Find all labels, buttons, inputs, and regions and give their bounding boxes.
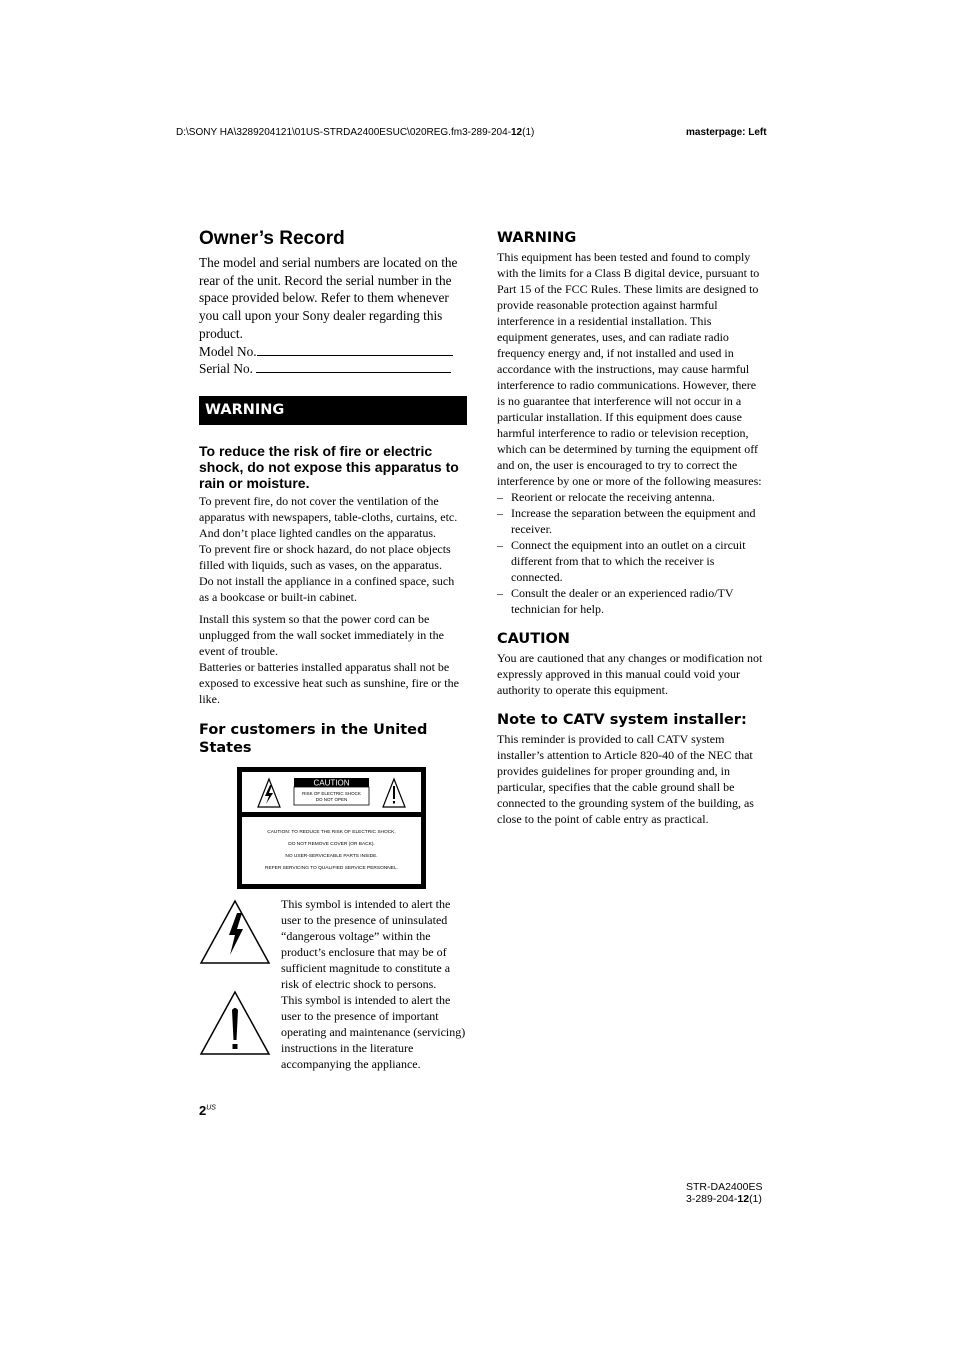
exclamation-symbol-row (199, 992, 467, 1072)
fcc-warning-body: This equipment has been tested and found to comply with the limits for a Class B digital device, pursuant to Part 15 of the FCC Rules. These limits are designed to provide reasonable protection against harmful interference in a residential installation. This equipment generates, uses, and can radiate radio frequency energy and, if not installed and used in accordance with the instructions, may cause harmful interference to radio communications. However, there is no guarantee that interference will not occur in a particular installation. If this equipment does cause harmful interference to radio or television reception, which can be determined by turning the equipment off and on, the user is encouraged to try to correct the interference by one or more of the following measures: (497, 250, 762, 488)
list-item: – Consult the dealer or an experienced radio/TV technician for help. (497, 585, 765, 617)
file-path-header: D:\SONY HA\3289204121\01US-STRDA2400ESUC\020REG.fm3-289-204-12(1) (176, 127, 535, 138)
exclamation-triangle-icon (199, 990, 271, 1056)
warning-bar: WARNING (199, 396, 467, 425)
paragraph-liquids: To prevent fire or shock hazard, do not place objects filled with liquids, such as vases, on the apparatus. (199, 541, 451, 572)
list-item: – Increase the separation between the equipment and receiver. (497, 505, 765, 537)
catv-body: This reminder is provided to call CATV system installer’s attention to Article 820-40 of the NEC that provides guidelines for proper grounding and, in particular, specifies that the cable ground shall be connected to the grounding system of the building, as close to the point of cable entry as practical. (497, 732, 754, 826)
exclamation-symbol-text: This symbol is intended to alert the user to the presence of important operating and maintenance (servicing) instructions in the literature accompanying the appliance. (281, 992, 466, 1071)
risk-heading: To reduce the risk of fire or electric shock, do not expose this apparatus to rain or moisture. (199, 442, 459, 491)
caution-label-risk: RISK OF ELECTRIC SHOCK (302, 790, 361, 796)
paragraph-power-cord: Install this system so that the power cord can be unplugged from the wall socket immediately in the event of trouble. (199, 611, 444, 658)
footer-model-code (686, 1181, 762, 1205)
caution-label-image (237, 767, 426, 889)
us-customers-heading: For customers in the United States (199, 721, 428, 756)
list-item: – Connect the equipment into an outlet on a circuit different from that to which the receiver is connected. (497, 537, 765, 585)
serial-no-blank (256, 360, 451, 373)
caution-label-line-2: DO NOT REMOVE COVER (OR BACK). (288, 841, 375, 847)
caution-label-line-4: REFER SERVICING TO QUALIFIED SERVICE PERSONNEL. (265, 865, 398, 871)
owners-record-body: The model and serial numbers are located on the rear of the unit. Record the serial number in the space provided below. Refer to them whenever you call upon your Sony dealer regarding this product. (199, 255, 458, 341)
measures-list (497, 489, 765, 617)
footer-model: STR-DA2400ES (686, 1181, 763, 1193)
caution-label-title: CAUTION (313, 778, 350, 788)
caution-label-line-1: CAUTION: TO REDUCE THE RISK OF ELECTRIC SHOCK, (267, 829, 396, 835)
serial-no-label: Serial No. (199, 361, 253, 377)
right-column (497, 229, 765, 827)
caution-body: You are cautioned that any changes or modification not expressly approved in this manual could void your authority to operate this equipment. (497, 651, 763, 697)
paragraph-confined-space: Do not install the appliance in a confined space, such as a bookcase or built-in cabinet. (199, 573, 455, 604)
caution-label-do-not-open: DO NOT OPEN (315, 796, 348, 802)
voltage-symbol-text: This symbol is intended to alert the user to the presence of uninsulated “dangerous voltage” within the product’s enclosure that may be of sufficient magnitude to constitute a risk of electric shock to persons. (281, 896, 451, 991)
caution-heading: CAUTION (497, 631, 570, 647)
list-item: – Reorient or relocate the receiving antenna. (497, 489, 765, 505)
owners-record-title: Owner’s Record (199, 228, 345, 249)
left-column (199, 228, 467, 1072)
voltage-symbol-row (199, 896, 467, 992)
serial-no-row (199, 360, 467, 378)
caution-label-line-3: NO USER-SERVICEABLE PARTS INSIDE. (285, 853, 378, 859)
masterpage-label: masterpage: Left (686, 127, 767, 138)
fcc-warning-heading: WARNING (497, 230, 577, 246)
paragraph-ventilation: To prevent fire, do not cover the ventilation of the apparatus with newspapers, table-cloths, curtains, etc. And don’t place lighted candles on the apparatus. (199, 493, 458, 540)
model-no-blank (257, 343, 453, 356)
footer-code: 3-289-204-12(1) (686, 1193, 762, 1205)
page-number: $2^{US}$ (199, 1103, 216, 1118)
catv-heading: Note to CATV system installer: (497, 712, 747, 728)
model-no-label: Model No. (199, 343, 257, 359)
paragraph-batteries: Batteries or batteries installed apparatus shall not be exposed to excessive heat such as sunshine, fire or the like. (199, 659, 459, 706)
lightning-triangle-icon (199, 899, 271, 965)
model-no-row (199, 343, 467, 361)
